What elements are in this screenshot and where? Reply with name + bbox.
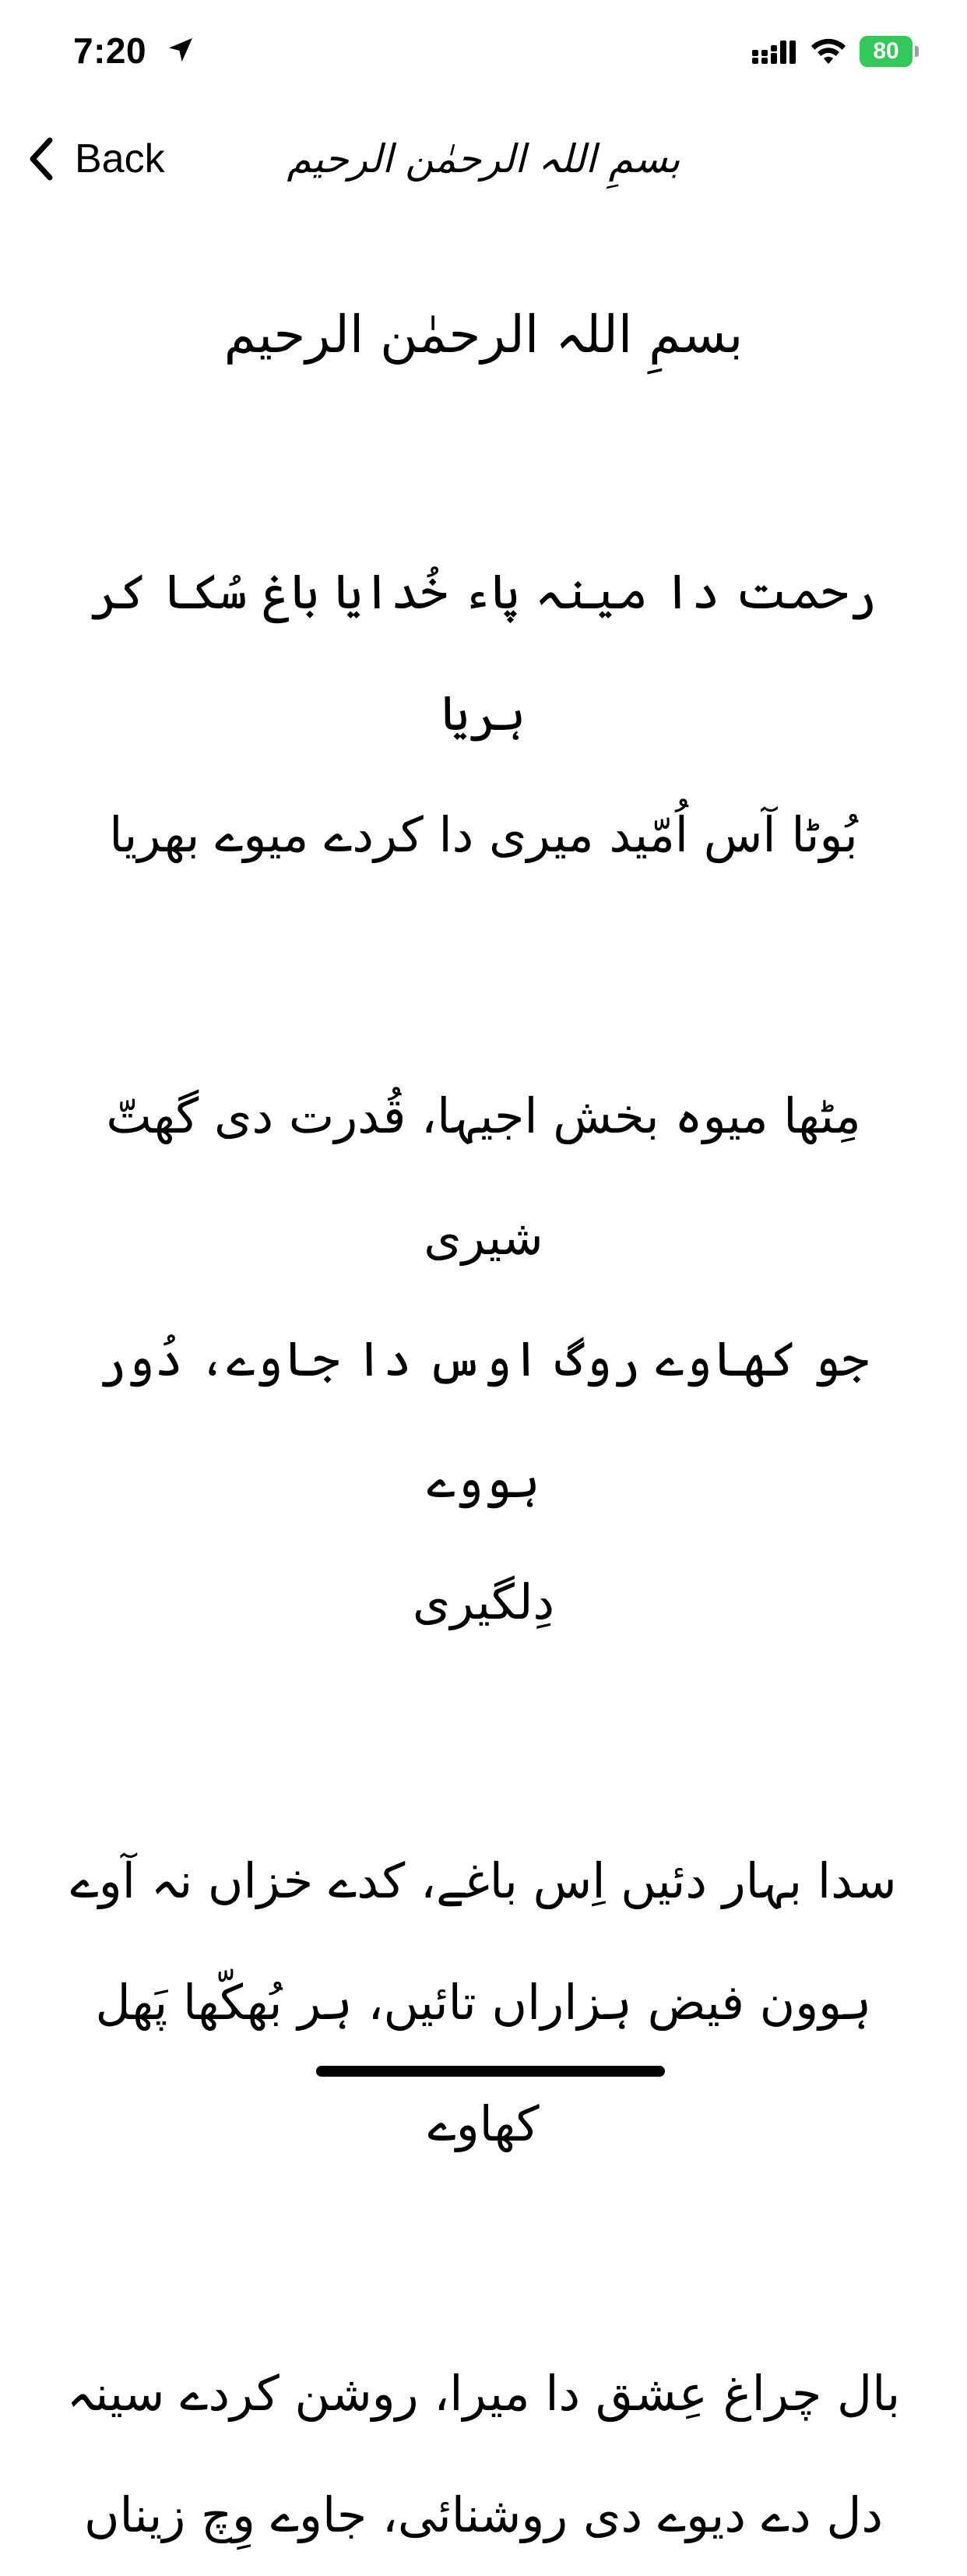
stanza (62, 2333, 905, 2576)
page-title: بسمِ اللہ الرحمٰن الرحیم (287, 136, 680, 181)
verse-line: مِٹھا میوہ بخش اجیہا، قُدرت دی گھتّ شیری (106, 1087, 861, 1266)
battery-cap (915, 46, 919, 57)
poem-content (62, 280, 905, 2576)
verse-line: دل دے دیوے دی روشنائی، جاوے وِچ زیناں (83, 2486, 884, 2543)
status-time: 7:20 (73, 30, 147, 71)
verse-line: ہوون فیض ہزاراں تائیں، ہر بُھکّھا پَھل کھاوے (95, 1974, 872, 2152)
back-button[interactable] (23, 131, 165, 187)
verse-line: دِلگیری (412, 1573, 555, 1630)
cellular-signal-icon (752, 39, 796, 65)
chevron-left-icon (23, 134, 61, 184)
verse-line: رحمت دا مینہ پاء خُدایا باغ سُکا کر ہریا (90, 563, 877, 742)
status-bar (0, 0, 967, 101)
verse-line: جو کھاوے روگ اوس دا جاوے، دُور ہووے (97, 1330, 870, 1509)
stanza (62, 1055, 905, 1663)
navigation-bar (0, 117, 967, 203)
home-indicator[interactable] (316, 2066, 665, 2077)
back-label: Back (75, 136, 165, 181)
battery-level: 80 (873, 38, 899, 64)
location-arrow-icon (165, 34, 196, 65)
poem-heading: بسمِ اللہ الرحمٰن الرحیم (223, 305, 744, 365)
verse-line: بال چراغ عِشق دا میرا، روشن کردے سینہ (66, 2365, 901, 2422)
stanza (62, 1820, 905, 2185)
verse-line: بُوٹا آس اُمّید میری دا کردے میوے بھریا (109, 806, 858, 863)
stanza (62, 531, 905, 896)
wifi-icon (810, 36, 847, 65)
verse-line: سدا بہار دئیں اِس باغے، کدے خزاں نہ آوے (70, 1852, 897, 1909)
battery-body (860, 36, 912, 67)
battery-icon (860, 36, 920, 67)
